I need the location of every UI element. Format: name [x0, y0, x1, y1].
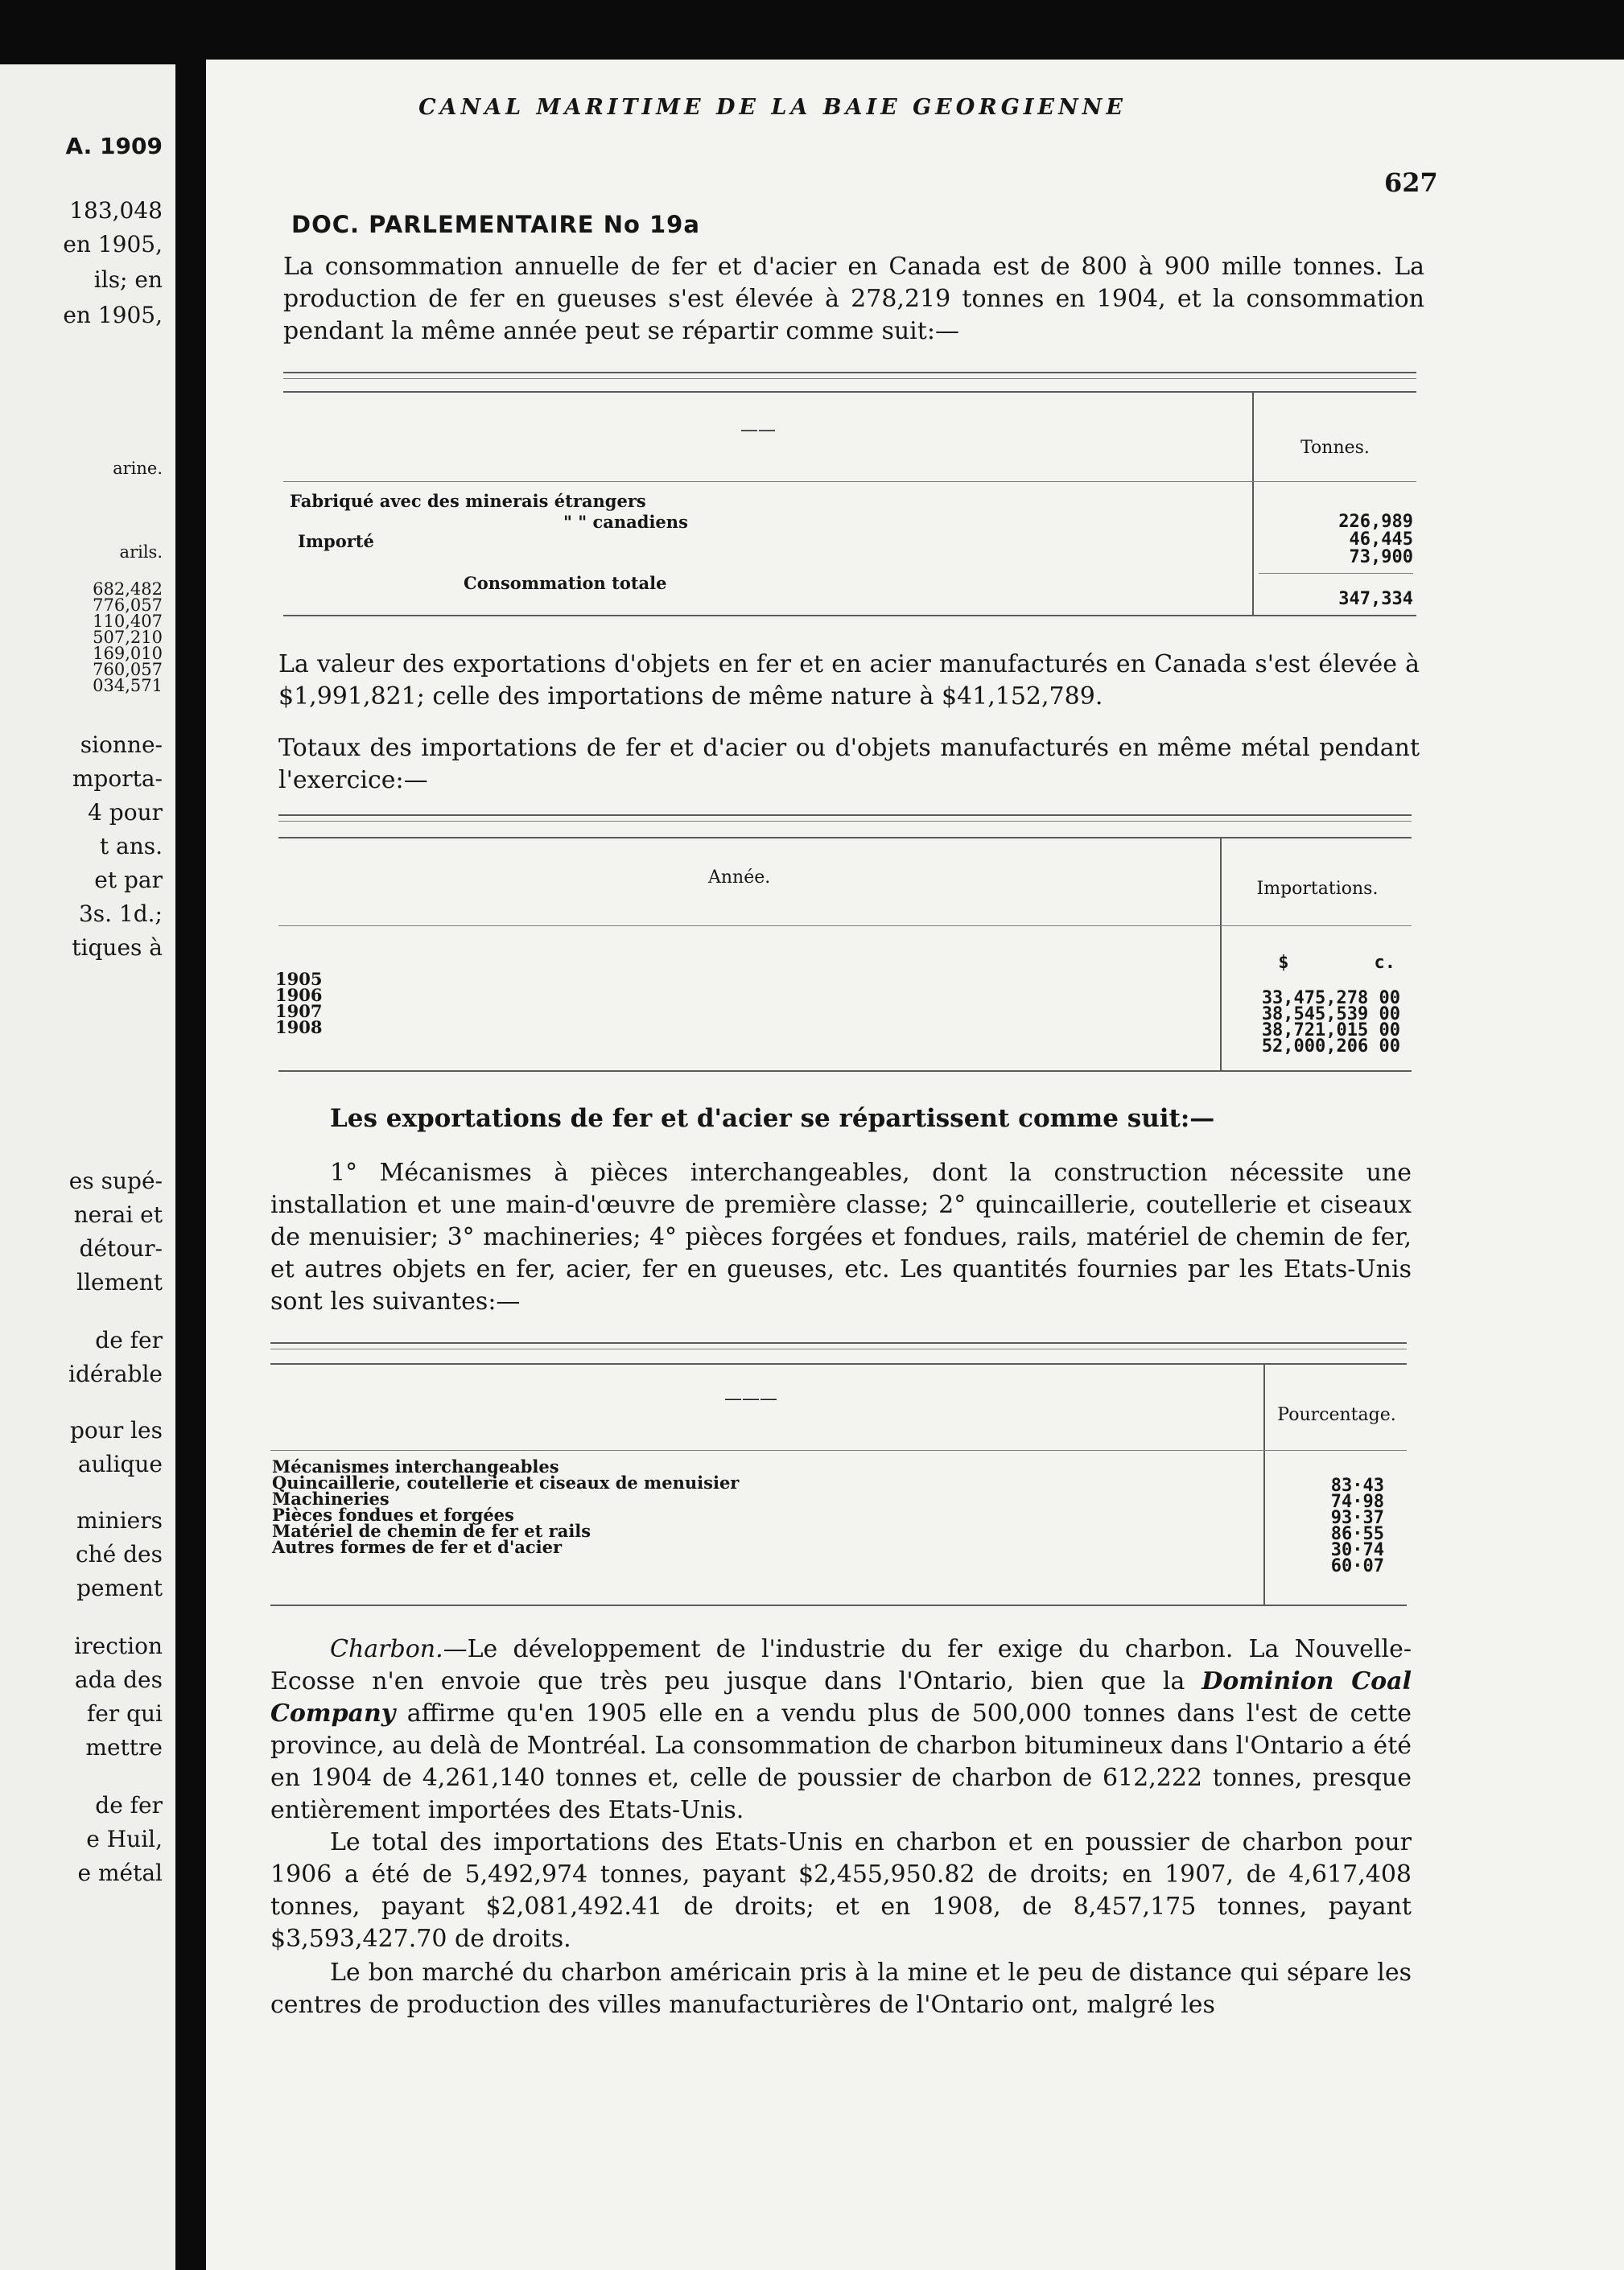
table-row-value: 52,000,206 00	[1261, 1036, 1400, 1057]
facing-page-line: mettre	[85, 1734, 163, 1761]
facing-page-line: nerai et	[73, 1201, 163, 1228]
table-row-value: 83·43	[1330, 1476, 1384, 1496]
table-row-value: 30·74	[1330, 1540, 1384, 1560]
heading-exportations: Les exportations de fer et d'acier se répartissent comme suit:—	[330, 1104, 1215, 1133]
facing-page-line: miniers	[76, 1507, 163, 1534]
table-row-value: 226,989	[1338, 512, 1413, 532]
facing-page-line: e Huil,	[86, 1826, 163, 1852]
table-row-year: 1908	[275, 1017, 323, 1037]
table-rule	[278, 837, 1412, 838]
table-row-value: 74·98	[1330, 1492, 1384, 1512]
facing-page-line: 110,407	[93, 612, 163, 631]
facing-page-line: llement	[76, 1269, 163, 1296]
paragraph-valeur: La valeur des exportations d'objets en fer et en acier manufacturés en Canada s'est élevée à $1,991,821; celle des importations de même nature à $41,152,789.	[278, 650, 1420, 711]
facing-page-line: de fer	[95, 1792, 163, 1819]
table-rule	[278, 821, 1412, 822]
table-rule	[283, 391, 1416, 393]
sum-rule	[1259, 573, 1413, 574]
table-header-blank: ———	[724, 1389, 777, 1409]
facing-page-line: en 1905,	[63, 231, 163, 257]
table-rule	[283, 615, 1416, 616]
facing-page-line: 760,057	[93, 660, 163, 679]
facing-page-line: en 1905,	[63, 302, 163, 328]
facing-page-line: ada des	[74, 1666, 163, 1693]
facing-page-line: arils.	[119, 542, 163, 562]
facing-page-line: sionne-	[80, 731, 163, 758]
facing-page-line: aulique	[77, 1451, 163, 1477]
table-rule	[270, 1342, 1407, 1344]
currency-units: $ c.	[1278, 953, 1395, 973]
table-rule	[283, 372, 1416, 373]
facing-page-fragment	[0, 64, 175, 2270]
facing-page-line: 183,048	[69, 197, 163, 224]
table-row-year: 1906	[275, 985, 323, 1005]
facing-page-line: et par	[94, 867, 163, 893]
table-rule	[278, 925, 1412, 926]
table-row-label: Machineries	[272, 1489, 390, 1509]
table-row-label: Matériel de chemin de fer et rails	[272, 1521, 591, 1541]
facing-page-line: 507,210	[93, 628, 163, 647]
paragraph-charbon	[270, 1633, 1412, 1827]
facing-page-line: A. 1909	[65, 133, 163, 159]
facing-page-line: t ans.	[99, 833, 163, 859]
facing-page-line: 3s. 1d.;	[78, 900, 163, 927]
table-divider	[1252, 391, 1254, 615]
paragraph-bon-marche: Le bon marché du charbon américain pris à la mine et le peu de distance qui sépare les centres de production des villes manufacturières de l'Ontario ont, malgré les	[270, 1959, 1412, 2019]
paragraph-text: —Le développement de l'industrie du fer exige du charbon. La Nouvelle-Ecosse n'en envoie que très peu jusque dans l'Ontario, bien que la	[270, 1635, 1412, 1695]
paragraph-mecanismes: 1° Mécanismes à pièces interchangeables, dont la construction nécessite une installation et une main-d'œuvre de première classe; 2° quincaillerie, coutellerie et ciseaux de menuisier; 3° machineries; 4° pièces forgées et fondues, rails, matériel de chemin de fer, et autres objets en fer, acier, fer en gueuses, etc. Les quantités fournies par les Etats-Unis sont les suivantes:—	[270, 1159, 1412, 1316]
table-rule	[278, 1070, 1412, 1072]
doc-label: DOC. PARLEMENTAIRE No 19a	[291, 211, 700, 238]
facing-page-line: 776,057	[93, 595, 163, 615]
facing-page-line: 034,571	[93, 676, 163, 695]
page-number: 627	[1384, 167, 1438, 198]
table-rule	[283, 481, 1416, 482]
table-row-value: 60·07	[1330, 1556, 1384, 1576]
table-header-tonnes: Tonnes.	[1300, 438, 1370, 458]
table-row-value: 46,445	[1349, 529, 1413, 550]
table-row-label: Importé	[298, 531, 374, 551]
facing-page-line: 169,010	[93, 644, 163, 663]
facing-page-line: 682,482	[93, 579, 163, 599]
facing-page-line: ché des	[75, 1541, 163, 1568]
table-row-year: 1907	[275, 1001, 323, 1021]
facing-page-line: tiques à	[72, 934, 163, 961]
table-rule	[270, 1605, 1407, 1606]
table-row-value: 93·37	[1330, 1508, 1384, 1528]
facing-page-line: fer qui	[86, 1700, 163, 1727]
paragraph-totaux: Totaux des importations de fer et d'acier ou d'objets manufacturés en même métal pendant l'exercice:—	[278, 734, 1420, 794]
table-header-importations: Importations.	[1256, 879, 1379, 899]
table-row-value: 38,721,015 00	[1261, 1020, 1400, 1040]
facing-page-line: idérable	[68, 1361, 163, 1387]
facing-page-line: 4 pour	[88, 799, 163, 826]
company-name: Dominion Coal Company	[270, 1667, 1412, 1728]
facing-page-line: es supé-	[68, 1168, 163, 1194]
total-label: Consommation totale	[464, 573, 667, 593]
section-lead: Charbon.	[330, 1635, 443, 1663]
table-divider	[1220, 837, 1222, 1070]
facing-page-line: mporta-	[72, 765, 163, 792]
running-title: CANAL MARITIME DE LA BAIE GEORGIENNE	[418, 95, 1127, 120]
table-row-value: 86·55	[1330, 1524, 1384, 1544]
facing-page-line: irection	[74, 1633, 163, 1659]
table-rule	[270, 1363, 1407, 1365]
facing-page-line: pement	[76, 1575, 163, 1601]
facing-page-line: arine.	[113, 459, 163, 478]
facing-page-line: de fer	[95, 1327, 163, 1353]
table-row-label: Pièces fondues et forgées	[272, 1505, 514, 1525]
paragraph-consommation: La consommation annuelle de fer et d'acier en Canada est de 800 à 900 mille tonnes. La production de fer en gueuses s'est élevée à 278,219 tonnes en 1904, et la consommation pendant la même année peut se répartir comme suit:—	[283, 253, 1424, 345]
table-divider	[1263, 1363, 1265, 1605]
facing-page-line: détour-	[79, 1235, 163, 1262]
facing-page-line: ils; en	[93, 266, 163, 293]
table-header-blank: ——	[740, 420, 776, 440]
table-header-annee: Année.	[708, 867, 771, 888]
table-row-value: 33,475,278 00	[1261, 988, 1400, 1008]
table-row-label: Quincaillerie, coutellerie et ciseaux de menuisier	[272, 1473, 740, 1493]
table-rule	[283, 378, 1416, 379]
facing-page-line: pour les	[70, 1417, 163, 1444]
facing-page-line: e métal	[77, 1860, 163, 1886]
table-row-value: 38,545,539 00	[1261, 1004, 1400, 1024]
table-row-value: 73,900	[1349, 547, 1413, 567]
total-value: 347,334	[1338, 589, 1413, 609]
table-row-label: Fabriqué avec des minerais étrangers	[290, 491, 646, 511]
table-header-pourcentage: Pourcentage.	[1277, 1405, 1396, 1425]
table-rule	[278, 814, 1412, 816]
table-rule	[270, 1450, 1407, 1451]
table-row-label: Mécanismes interchangeables	[272, 1456, 559, 1477]
table-row-label: Autres formes de fer et d'acier	[272, 1537, 563, 1557]
paragraph-total-importations: Le total des importations des Etats-Unis en charbon et en poussier de charbon pour 1906 a été de 5,492,974 tonnes, payant $2,455,950.82 de droits; en 1907, de 4,617,408 tonnes, payant $2,081,492.41 de droits; et en 1908, de 8,457,175 tonnes, payant $3,593,427.70 de droits.	[270, 1828, 1412, 1953]
paragraph-text: affirme qu'en 1905 elle en a vendu plus de 500,000 tonnes dans l'est de cette province, au delà de Montréal. La consommation de charbon bitumineux dans l'Ontario a été en 1904 de 4,261,140 tonnes et, celle de poussier de charbon de 612,222 tonnes, presque entièrement importées des Etats-Unis.	[270, 1699, 1412, 1824]
table-row-year: 1905	[275, 969, 323, 989]
table-row-label: " " canadiens	[563, 512, 688, 532]
